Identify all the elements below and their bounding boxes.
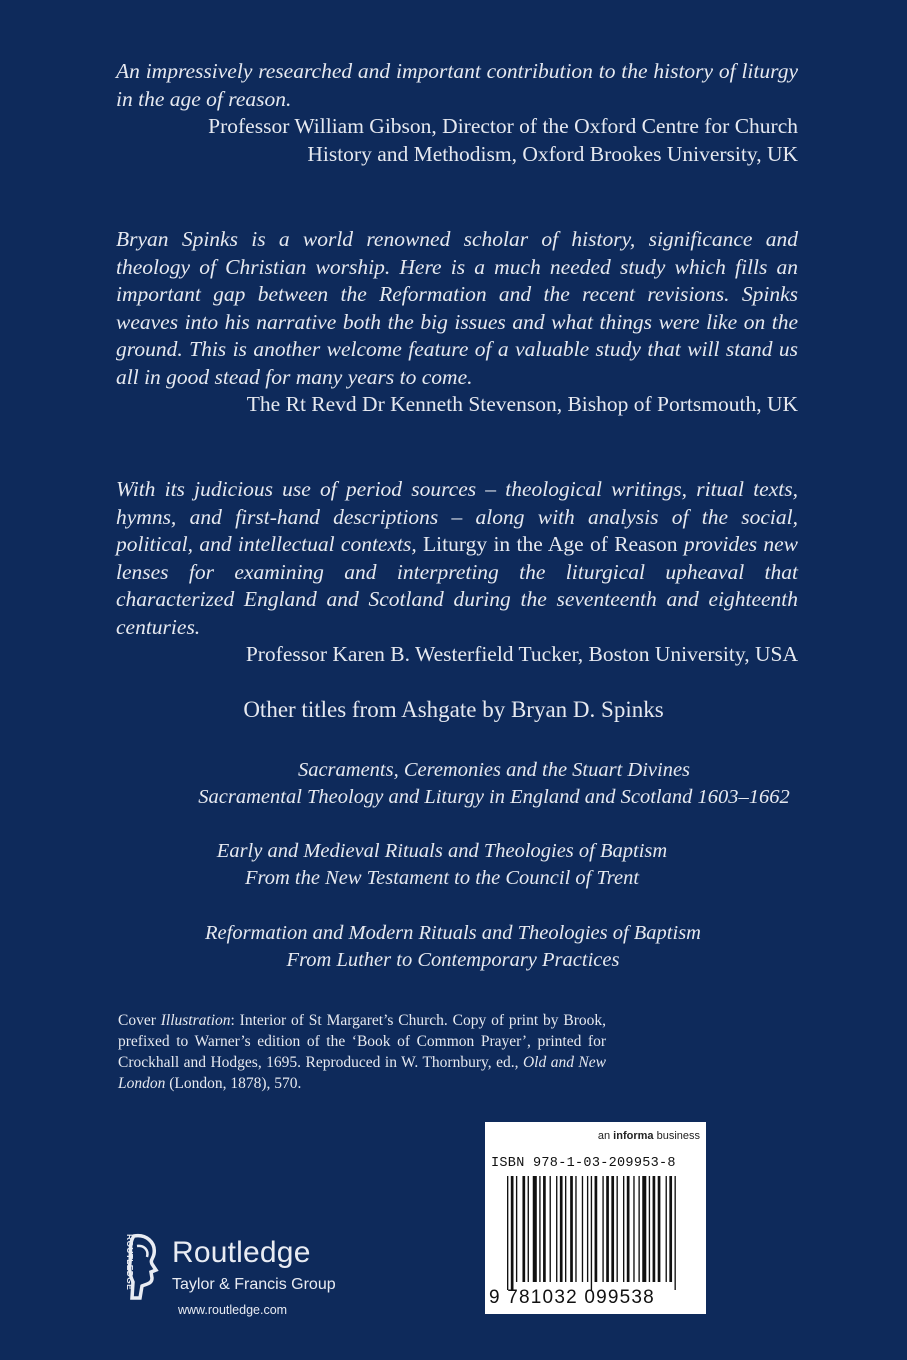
- barcode-bar: [543, 1176, 546, 1282]
- routledge-head-icon: [116, 1232, 160, 1302]
- barcode-bar: [507, 1176, 508, 1290]
- barcode-bar: [560, 1176, 563, 1282]
- review-attribution-3: Professor Karen B. Westerfield Tucker, Boston University, USA: [245, 642, 798, 666]
- review-quote-3-after: provides new lenses for examining and interpreting the liturgical upheaval that characterized England and Scotland during the seventeenth and eighteenth centuries.: [116, 532, 798, 639]
- barcode-bar: [649, 1176, 650, 1282]
- barcode-bar: [522, 1176, 525, 1282]
- barcode-bar: [669, 1176, 672, 1282]
- barcode-bar: [602, 1176, 603, 1282]
- isbn-label: ISBN 978-1-03-209953-8: [491, 1156, 676, 1171]
- publisher-name: Routledge: [172, 1236, 311, 1269]
- publisher-group: Taylor & Francis Group: [172, 1276, 336, 1293]
- barcode-bar: [539, 1176, 540, 1282]
- barcode-bar: [591, 1176, 592, 1290]
- barcode-bar: [516, 1176, 517, 1282]
- barcode-bar: [675, 1176, 676, 1290]
- barcode-bar: [658, 1176, 661, 1282]
- review-quote-3: [116, 476, 798, 641]
- barcode-bar: [587, 1176, 588, 1282]
- other-title-3-subtitle: From Luther to Contemporary Practices: [286, 949, 620, 971]
- publisher-logo: [116, 1232, 356, 1322]
- cover-illustration-credit: [118, 1010, 606, 1094]
- other-titles-heading: Other titles from Ashgate by Bryan D. Spinks: [243, 697, 664, 722]
- barcode-bar: [606, 1176, 609, 1282]
- review-blurb-2: [116, 226, 798, 419]
- barcode-bar: [565, 1176, 566, 1282]
- barcode-bar: [528, 1176, 529, 1282]
- cover-credit-label: Illustration: [160, 1012, 231, 1029]
- other-title-1-main: Sacraments, Ceremonies and the Stuart Divines: [297, 759, 691, 781]
- review-attribution-1a: Professor William Gibson, Director of the Oxford Centre for Church: [208, 114, 798, 138]
- review-blurb-3: [116, 476, 798, 669]
- cover-credit-prefix: Cover: [118, 1012, 156, 1029]
- other-title-1-subtitle: Sacramental Theology and Liturgy in England and Scotland 1603–1662: [198, 786, 790, 808]
- barcode-bar: [575, 1176, 576, 1282]
- barcode-bar: [550, 1176, 551, 1282]
- review-quote-3-book-title: Liturgy in the Age of Reason: [423, 532, 678, 556]
- other-title-2: [0, 838, 884, 892]
- barcode-bar: [642, 1176, 646, 1282]
- barcode-bar: [627, 1176, 630, 1282]
- barcode-bar: [633, 1176, 634, 1282]
- barcode-bar: [556, 1176, 557, 1282]
- barcode-bar: [533, 1176, 537, 1282]
- cover-credit-book: Old and New London: [118, 1054, 606, 1092]
- other-title-3-main: Reformation and Modern Rituals and Theologies of Baptism: [205, 922, 701, 944]
- review-attribution-2: The Rt Revd Dr Kenneth Stevenson, Bishop of Portsmouth, UK: [246, 392, 798, 416]
- informa-business-label: an informa business: [597, 1130, 700, 1142]
- barcode-bar: [653, 1176, 656, 1282]
- barcode-bars: [505, 1176, 701, 1290]
- cover-credit-text-1: : Interior of St Margaret’s Church. Copy of print by Brook, prefixed to Warner’s edition of the ‘Book of Common Prayer’, printed for Crockhall and Hodges, 1695. Reproduced in W. Thornbury, ed.,: [118, 1012, 606, 1071]
- barcode-panel: [485, 1122, 706, 1314]
- barcode-bar: [638, 1176, 639, 1282]
- other-title-3: [0, 920, 906, 974]
- cover-credit-text-2: (London, 1878), 570.: [169, 1075, 302, 1092]
- routledge-vertical-mark: ROUTLEDGE: [125, 1234, 135, 1291]
- review-attribution-1b: History and Methodism, Oxford Brookes University, UK: [307, 141, 798, 166]
- barcode-bar: [611, 1176, 614, 1282]
- other-title-2-main: Early and Medieval Rituals and Theologies of Baptism: [216, 840, 668, 862]
- barcode-bar: [570, 1176, 573, 1282]
- barcode-bar: [582, 1176, 583, 1282]
- other-title-2-subtitle: From the New Testament to the Council of Trent: [244, 867, 640, 889]
- review-quote-2: Bryan Spinks is a world renowned scholar of history, significance and theology of Christian worship. Here is a much needed study which fills an important gap between the Reformation and the recent revisions. Spinks weaves into his narrative both the big issues and what things were like on the ground. This is another welcome feature of a valuable study that will stand us all in good stead for many years to come.: [116, 227, 798, 389]
- barcode-bar: [623, 1176, 624, 1282]
- publisher-url: www.routledge.com: [178, 1303, 288, 1317]
- barcode-bar: [666, 1176, 667, 1282]
- review-quote-3-before: With its judicious use of period sources – theological writings, ritual texts, hymns, and first-hand descriptions – along with analysis of the social, political, and intellectual contexts,: [116, 477, 798, 556]
- barcode-bar: [511, 1176, 514, 1290]
- review-quote-1: An impressively researched and important contribution to the history of liturgy in the age of reason.: [116, 59, 798, 111]
- barcode-digits: 9 781032 099538: [489, 1287, 655, 1308]
- barcode-bar: [595, 1176, 598, 1282]
- barcode-bar: [617, 1176, 618, 1282]
- other-title-1: [0, 757, 907, 811]
- review-blurb-1: [116, 58, 798, 168]
